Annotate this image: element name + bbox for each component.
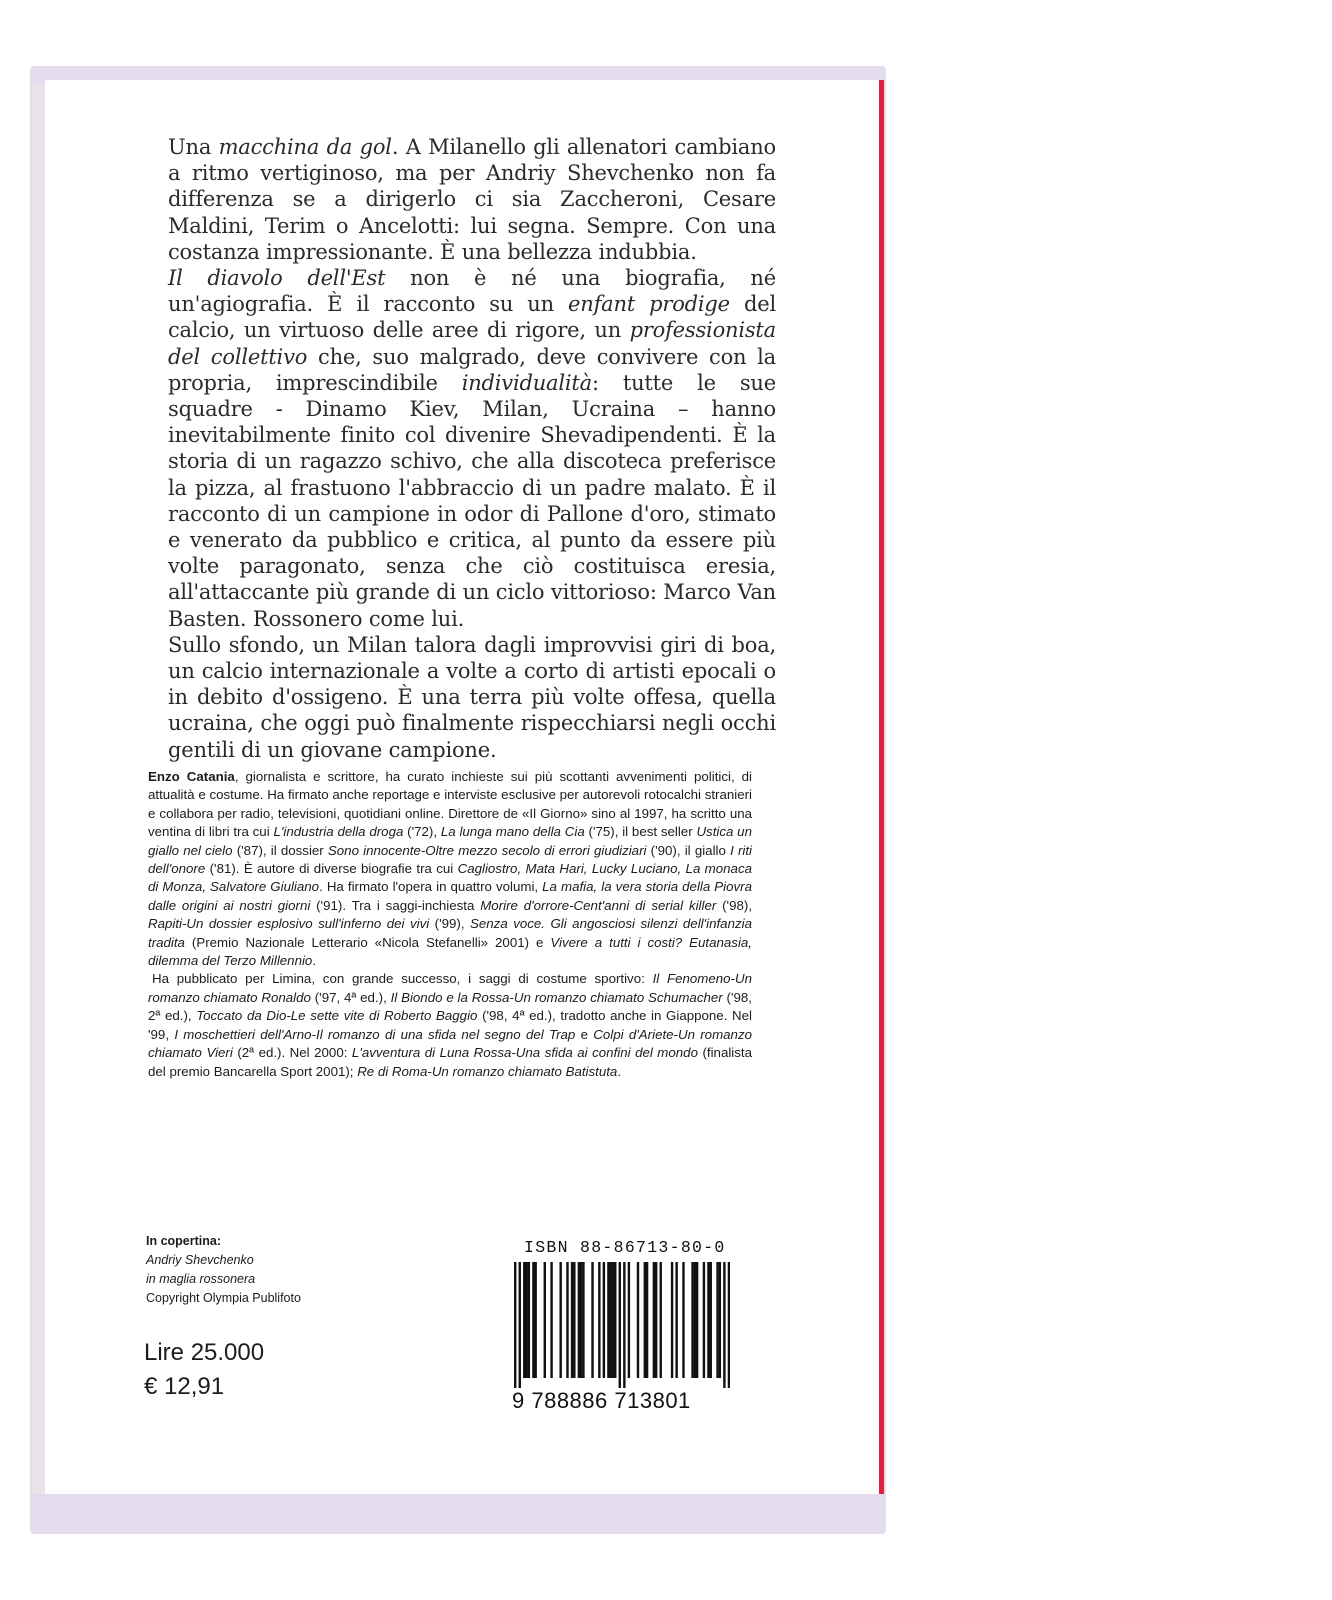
barcode-bar bbox=[612, 1262, 614, 1378]
barcode-bar bbox=[682, 1262, 684, 1378]
barcode-bar bbox=[710, 1262, 712, 1378]
barcode bbox=[514, 1262, 730, 1388]
blurb-paragraph-2: Il diavolo dell'Est non è né una biografia, né un'agiografia. È il racconto su un enfant prodige del calcio, un virtuoso delle aree di rigore, un professionista del collettivo che, suo malgrado, deve convivere con la propria, imprescindibile individualità: tutte le sue squadre - Dinamo Kiev, Milan, Ucraina – hanno inevitabilmente finito col divenire Shevadipendenti. È la storia di un ragazzo schivo, che alla discoteca preferisce la pizza, al frastuono l'abbraccio di un padre malato. È il racconto di un campione in odor di Pallone d'oro, stimato e venerato da pubblico e critica, al punto da essere più volte paragonato, senza che ciò costituisca eresia, all'attaccante più grande di un ciclo vittorioso: Marco Van Basten. Rossonero come lui. bbox=[168, 266, 777, 631]
credits-line: Andriy Shevchenko bbox=[146, 1253, 254, 1267]
bio-paragraph-2: Ha pubblicato per Limina, con grande successo, i saggi di costume sportivo: Il Fenomeno-Un romanzo chiamato Ronaldo ('97, 4ª ed.), Il Biondo e la Rossa-Un romanzo chiamato Schumacher ('98, 2ª ed.), Toccato da Dio-Le sette vite di Roberto Baggio ('98, 4ª ed.), tradotto anche in Giappone. Nel '99, I moschettieri dell'Arno-Il romanzo di una sfida nel segno del Trap e Colpi d'Ariete-Un romanzo chiamato Vieri (2ª ed.). Nel 2000: L'avventura di Luna Rossa-Una sfida ai confini del mondo (finalista del premio Bancarella Sport 2001); Re di Roma-Un romanzo chiamato Batistuta. bbox=[148, 971, 752, 1079]
author-name: Enzo Catania bbox=[148, 769, 235, 784]
author-bio bbox=[148, 768, 752, 1081]
barcode-bar bbox=[591, 1262, 593, 1378]
barcode-bar bbox=[655, 1262, 657, 1378]
barcode-bar bbox=[660, 1262, 662, 1378]
barcode-bar bbox=[544, 1262, 546, 1378]
barcode-bar bbox=[573, 1262, 575, 1378]
barcode-bar bbox=[719, 1262, 721, 1378]
barcode-bar bbox=[707, 1262, 709, 1378]
barcode-bar bbox=[696, 1262, 698, 1378]
barcode-bar bbox=[623, 1262, 625, 1388]
barcode-bar bbox=[571, 1262, 573, 1378]
barcode-bar bbox=[691, 1262, 693, 1378]
barcode-bar bbox=[609, 1262, 611, 1378]
barcode-bar bbox=[528, 1262, 530, 1378]
bio-paragraph-1: Enzo Catania, giornalista e scrittore, ha curato inchieste sui più scottanti avvenimenti politici, di attualità e costume. Ha firmato anche reportage e interviste esclusive per autorevoli rotocalchi stranieri e collabora per radio, televisioni, quotidiani online. Direttore de «Il Giorno» sino al 1997, ha scritto una ventina di libri tra cui L'industria della droga ('72), La lunga mano della Cia ('75), il best seller Ustica un giallo nel cielo ('87), il dossier Sono innocente-Oltre mezzo secolo di errori giudiziari ('90), il giallo I riti dell'onore ('81). È autore di diverse biografie tra cui Cagliostro, Mata Hari, Lucky Luciano, La monaca di Monza, Salvatore Giuliano. Ha firmato l'opera in quattro volumi, La mafia, la vera storia della Piovra dalle origini ai nostri giorni ('91). Tra i saggi-inchiesta Morire d'orrore-Cent'anni di serial killer ('98), Rapiti-Un dossier esplosivo sull'inferno dei vivi ('99), Senza voce. Gli angosciosi silenzi dell'infanzia tradita (Premio Nazionale Letterario «Nicola Stefanelli» 2001) e Vivere a tutti i costi? Eutanasia, dilemma del Terzo Millennio. bbox=[148, 769, 753, 969]
barcode-bar bbox=[728, 1262, 730, 1388]
barcode-bar bbox=[532, 1262, 534, 1378]
price-block bbox=[144, 1336, 264, 1404]
blurb-paragraph-3: Sullo sfondo, un Milan talora dagli improvvisi giri di boa, un calcio internazionale a volte a corto di artisti epocali o in debito d'ossigeno. È una terra più volte offesa, quella ucraina, che oggi può finalmente rispecchiarsi negli occhi gentili di un giovane campione. bbox=[168, 632, 776, 762]
ean-number: 9 788886 713801 bbox=[512, 1388, 691, 1413]
credits-heading: In copertina: bbox=[146, 1234, 222, 1248]
barcode-bar bbox=[523, 1262, 525, 1378]
barcode-bar bbox=[598, 1262, 600, 1378]
price-euro: € 12,91 bbox=[144, 1373, 225, 1400]
isbn-label: ISBN 88-86713-80-0 bbox=[524, 1238, 726, 1257]
barcode-bar bbox=[559, 1262, 561, 1378]
barcode-bar bbox=[578, 1262, 580, 1378]
barcode-bar bbox=[614, 1262, 616, 1378]
barcode-bar bbox=[566, 1262, 568, 1378]
barcode-bar bbox=[514, 1262, 516, 1388]
barcode-bar bbox=[646, 1262, 648, 1378]
barcode-bar bbox=[603, 1262, 605, 1378]
barcode-bar bbox=[637, 1262, 639, 1378]
barcode-bar bbox=[534, 1262, 536, 1378]
barcode-bar bbox=[582, 1262, 584, 1378]
cover-credits bbox=[146, 1232, 301, 1308]
barcode-bar bbox=[580, 1262, 582, 1378]
barcode-bar bbox=[716, 1262, 718, 1378]
credits-line: in maglia rossonera bbox=[146, 1272, 256, 1286]
blurb-paragraph-1: Una macchina da gol. A Milanello gli allenatori cambiano a ritmo vertiginoso, ma per Andriy Shevchenko non fa differenza se a dirigerlo ci sia Zaccheroni, Cesare Maldini, Terim o Ancelotti: lui segna. Sempre. Con una costanza impressionante. È una bellezza indubbia. bbox=[168, 135, 776, 264]
barcode-bar bbox=[525, 1262, 527, 1378]
credits-copyright: Copyright Olympia Publifoto bbox=[146, 1291, 301, 1305]
barcode-bar bbox=[723, 1262, 725, 1388]
barcode-bar bbox=[675, 1262, 677, 1378]
barcode-bar bbox=[644, 1262, 646, 1378]
barcode-bar bbox=[607, 1262, 609, 1378]
barcode-bar bbox=[619, 1262, 621, 1388]
price-lire: Lire 25.000 bbox=[144, 1339, 265, 1366]
barcode-bar bbox=[550, 1262, 552, 1378]
barcode-bar bbox=[628, 1262, 630, 1378]
barcode-bar bbox=[671, 1262, 673, 1378]
barcode-bar bbox=[653, 1262, 655, 1378]
barcode-bar bbox=[694, 1262, 696, 1378]
barcode-bar bbox=[703, 1262, 705, 1378]
barcode-bar bbox=[519, 1262, 521, 1388]
blurb bbox=[168, 134, 776, 763]
